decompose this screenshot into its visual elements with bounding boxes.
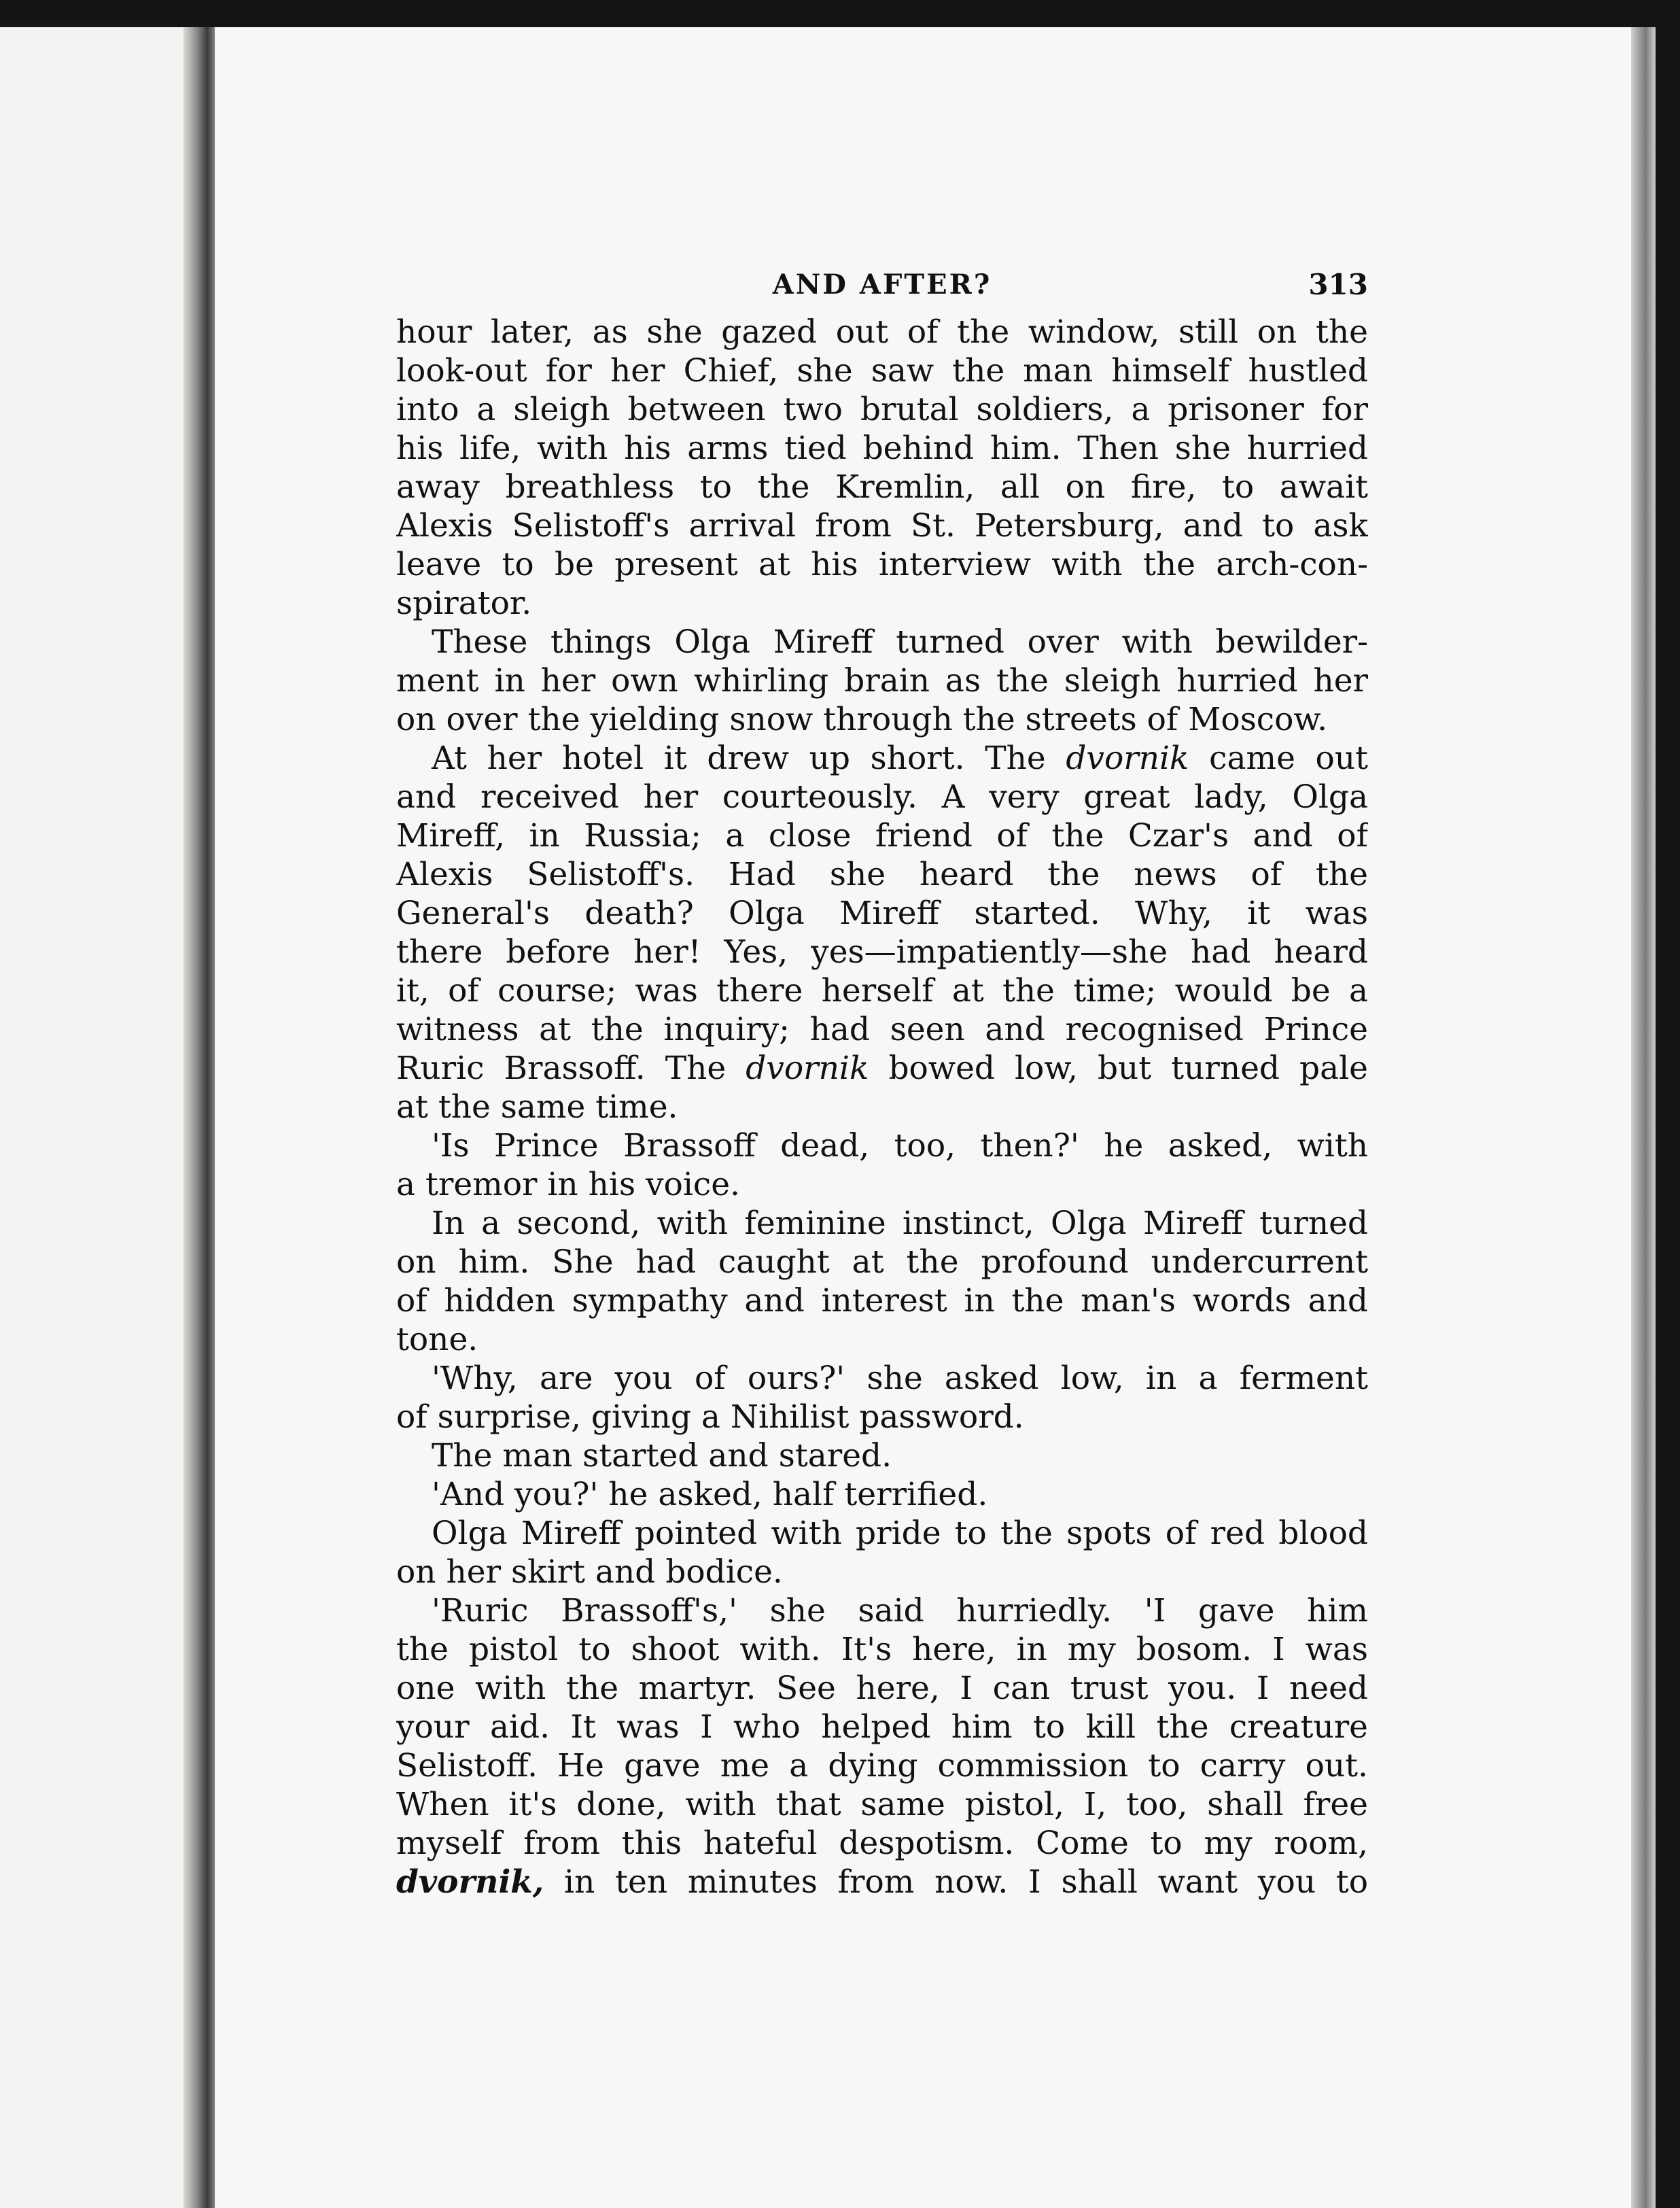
text-line: General's death? Olga Mireff started. Why, it was <box>396 895 1368 932</box>
italic-word: dvornik <box>746 1050 869 1087</box>
text-line: your aid. It was I who helped him to kill the creature <box>396 1708 1368 1746</box>
text-line: into a sleigh between two brutal soldiers, a prisoner for <box>396 391 1368 428</box>
text-line: on over the yielding snow through the streets of Moscow. <box>396 701 1328 738</box>
text-line: it, of course; was there herself at the time; would be a <box>396 972 1368 1010</box>
paragraphs-part-1 <box>396 313 1368 739</box>
text-line: of hidden sympathy and interest in the man's words and <box>396 1282 1368 1319</box>
page-text-block <box>396 258 1368 1901</box>
text-line: spirator. <box>396 585 532 622</box>
paragraphs-part-2 <box>396 1126 1368 1863</box>
text-line: 'And you?' he asked, half terrified. <box>432 1476 988 1513</box>
text-line: myself from this hateful despotism. Come to my room, <box>396 1825 1368 1862</box>
italic-word: dvornik <box>1066 740 1189 777</box>
page-number: 313 <box>1308 268 1368 301</box>
text-line-final: dvornik, in ten minutes from now. I shall want you to <box>396 1863 1368 1901</box>
text-line: and received her courteously. A very great lady, Olga <box>396 778 1368 816</box>
text-line: The man started and stared. <box>432 1437 892 1474</box>
text-line: Ruric Brassoff. The dvornik bowed low, but turned pale <box>396 1050 1368 1087</box>
text-line: at the same time. <box>396 1088 678 1126</box>
text-line: Selistoff. He gave me a dying commission to carry out. <box>396 1747 1368 1784</box>
text-line: witness at the inquiry; had seen and recognised Prince <box>396 1011 1368 1048</box>
text-line: away breathless to the Kremlin, all on fire, to await <box>396 468 1368 506</box>
text-line: At her hotel it drew up short. The dvornik came out <box>432 740 1368 777</box>
left-page-margin <box>0 27 190 2208</box>
text-line: his life, with his arms tied behind him. Then she hurried <box>396 430 1368 467</box>
text-line: on her skirt and bodice. <box>396 1553 783 1591</box>
italic-word: dvornik, <box>396 1863 544 1901</box>
text-line: Mireff, in Russia; a close friend of the Czar's and of <box>396 817 1368 855</box>
text-line: 'Why, are you of ours?' she asked low, in a ferment <box>432 1360 1368 1397</box>
page-header <box>396 258 1368 306</box>
book-gutter <box>183 27 217 2208</box>
text-line: hour later, as she gazed out of the window, still on the <box>396 313 1368 351</box>
text-line: 'Is Prince Brassoff dead, too, then?' he asked, with <box>432 1127 1368 1165</box>
text-line: one with the martyr. See here, I can trust you. I need <box>396 1670 1368 1707</box>
text-line: In a second, with feminine instinct, Olga Mireff turned <box>432 1205 1368 1242</box>
text-line: Alexis Selistoff's. Had she heard the news of the <box>396 856 1368 893</box>
text-line: Olga Mireff pointed with pride to the spots of red blood <box>432 1515 1368 1552</box>
text-line: tone. <box>396 1321 478 1358</box>
text-line: leave to be present at his interview with the arch-con- <box>396 546 1368 583</box>
paragraph-hotel <box>396 739 1368 1126</box>
text-line: on him. She had caught at the profound undercurrent <box>396 1243 1368 1281</box>
text-line: When it's done, with that same pistol, I, too, shall free <box>396 1786 1368 1823</box>
text-line: Alexis Selistoff's arrival from St. Petersburg, and to ask <box>396 507 1368 545</box>
text-line: These things Olga Mireff turned over with bewilder- <box>432 623 1368 661</box>
text-line: the pistol to shoot with. It's here, in my bosom. I was <box>396 1631 1368 1668</box>
text-line: of surprise, giving a Nihilist password. <box>396 1398 1024 1436</box>
text-line: a tremor in his voice. <box>396 1166 740 1203</box>
text-line: there before her! Yes, yes—impatiently—she had heard <box>396 933 1368 971</box>
text-line: 'Ruric Brassoff's,' she said hurriedly. 'I gave him <box>432 1592 1368 1629</box>
text-line: look-out for her Chief, she saw the man himself hustled <box>396 352 1368 390</box>
page-edge <box>1631 27 1656 2208</box>
running-head: AND AFTER? <box>772 269 992 300</box>
text-line: ment in her own whirling brain as the sleigh hurried her <box>396 662 1368 700</box>
